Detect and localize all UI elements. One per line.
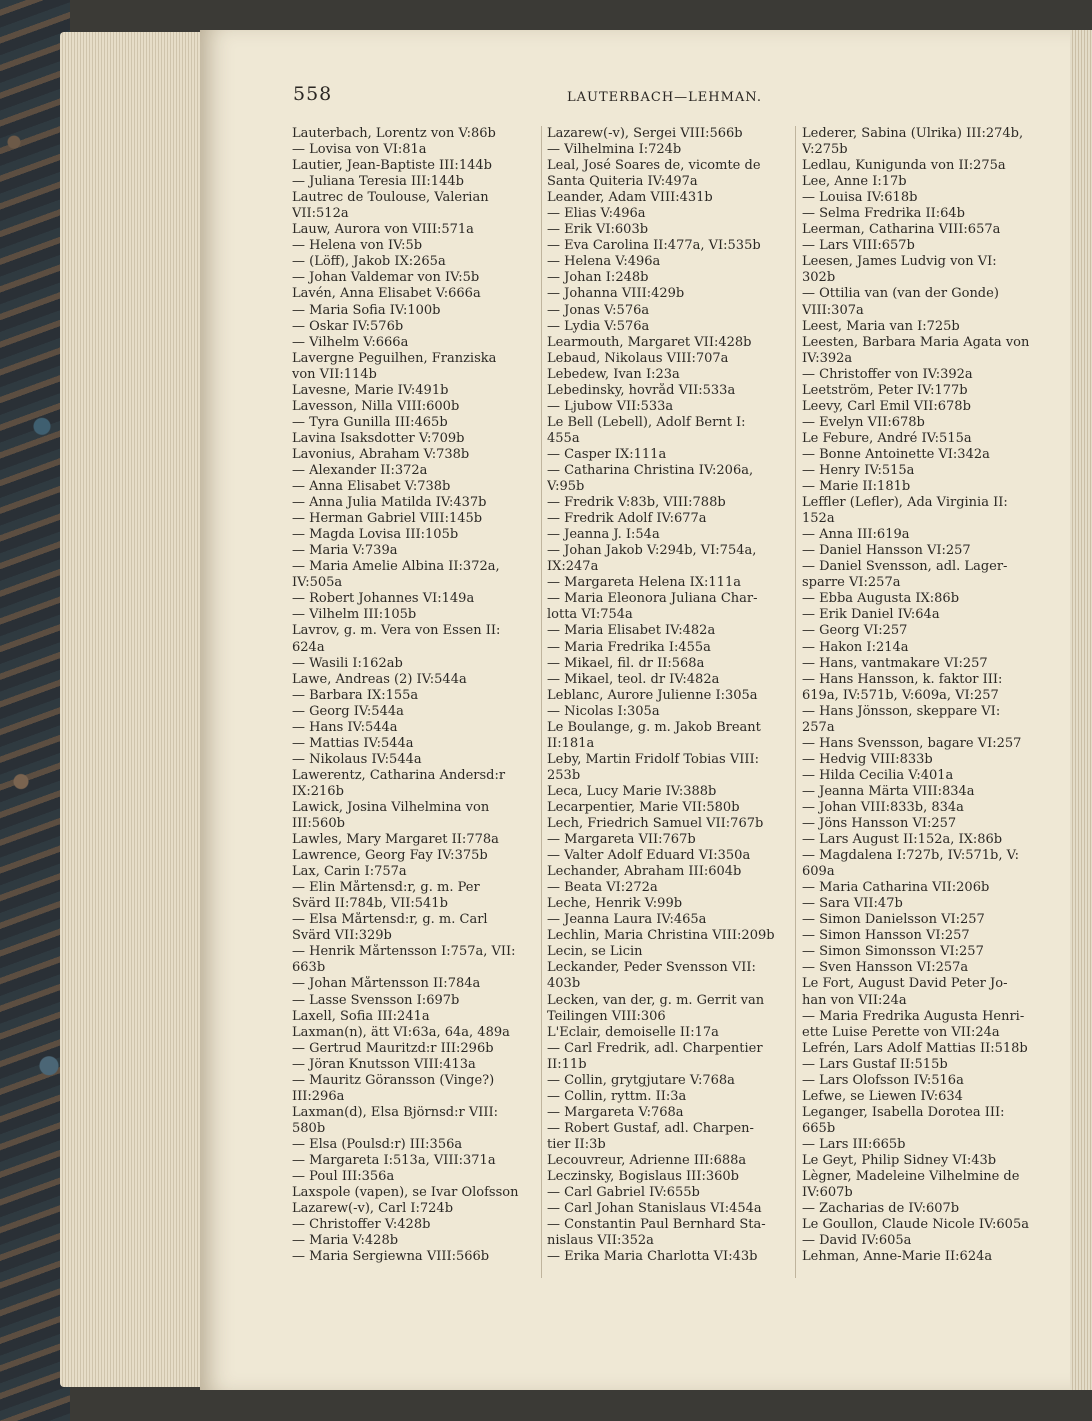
index-entry: ette Luise Perette von VII:24a <box>802 1024 1000 1040</box>
index-entry: Le Boulange, g. m. Jakob Breant <box>547 719 761 735</box>
index-entry: Lehman, Anne-Marie II:624a <box>802 1249 993 1265</box>
index-entry: II:11b <box>547 1056 587 1072</box>
index-entry: — Hakon I:214a <box>802 639 909 655</box>
index-entry: — Christoffer V:428b <box>292 1217 431 1233</box>
index-entry: — Lars Gustaf II:515b <box>802 1056 948 1072</box>
index-entry: Le Bell (Lebell), Adolf Bernt I: <box>547 414 746 430</box>
index-entry: 455a <box>547 430 580 446</box>
index-entry: Lax, Carin I:757a <box>292 864 407 880</box>
index-entry: Lech, Friedrich Samuel VII:767b <box>547 816 764 832</box>
index-entry: — Erik VI:603b <box>547 222 649 238</box>
index-entry: Lederer, Sabina (Ulrika) III:274b, <box>802 126 1024 141</box>
index-entry: Leevy, Carl Emil VII:678b <box>802 398 971 414</box>
index-entry: — Lars Olofsson IV:516a <box>802 1072 964 1088</box>
index-entry: — Simon Hansson VI:257 <box>802 928 970 944</box>
index-entry: — Mattias IV:544a <box>292 735 414 751</box>
index-entry: Svärd VII:329b <box>292 928 392 944</box>
index-entry: — Christoffer von IV:392a <box>802 366 973 382</box>
index-entry: — Carl Gabriel IV:655b <box>547 1185 700 1201</box>
index-entry: Lechander, Abraham III:604b <box>547 864 742 880</box>
index-entry: II:181a <box>547 735 595 751</box>
index-entry: — Lovisa von VI:81a <box>292 142 427 158</box>
index-entry: — Jöran Knutsson VIII:413a <box>292 1056 476 1072</box>
index-entry: — Robert Gustaf, adl. Charpen- <box>547 1120 754 1136</box>
index-entry: Leesten, Barbara Maria Agata von <box>802 334 1030 350</box>
index-entry: Lavergne Peguilhen, Franziska <box>292 350 497 366</box>
index-entry: — Herman Gabriel VIII:145b <box>292 511 483 527</box>
index-entry: Leczinsky, Bogislaus III:360b <box>547 1169 739 1185</box>
index-entry: Lauw, Aurora von VIII:571a <box>292 222 474 238</box>
index-entry: Lawles, Mary Margaret II:778a <box>292 832 499 848</box>
index-entry: Leffler (Lefler), Ada Virginia II: <box>802 495 1008 511</box>
index-entry: — Anna Julia Matilda IV:437b <box>292 495 487 511</box>
index-entry: Lavén, Anna Elisabet V:666a <box>292 286 481 302</box>
index-entry: — Evelyn VII:678b <box>802 414 925 430</box>
index-entry: — Simon Danielsson VI:257 <box>802 912 985 928</box>
index-entry: 403b <box>547 976 581 992</box>
index-entry: — Johan Valdemar von IV:5b <box>292 270 480 286</box>
index-entry: — Ottilia van (van der Gonde) <box>802 286 999 302</box>
index-entry: — Collin, grytgjutare V:768a <box>547 1072 735 1088</box>
index-entry: — Fredrik Adolf IV:677a <box>547 511 707 527</box>
index-entry: Lawrence, Georg Fay IV:375b <box>292 848 488 864</box>
index-entry: — Maria Sofia IV:100b <box>292 302 441 318</box>
running-head: LAUTERBACH—LEHMAN. <box>567 90 762 105</box>
column-divider <box>541 126 542 1278</box>
index-entry: — Poul III:356a <box>292 1169 395 1185</box>
index-entry: — Collin, ryttm. II:3a <box>547 1088 687 1104</box>
index-entry: — Margareta Helena IX:111a <box>547 575 741 591</box>
index-entry: — Hans IV:544a <box>292 719 398 735</box>
index-entry: Lefwe, se Liewen IV:634 <box>802 1088 963 1104</box>
index-entry: — Sven Hansson VI:257a <box>802 960 969 976</box>
index-entry: — Jöns Hansson VI:257 <box>802 816 957 832</box>
index-entry: — Elin Mårtensd:r, g. m. Per <box>292 880 480 896</box>
index-entry: IV:392a <box>802 350 853 366</box>
index-entry: — Wasili I:162ab <box>292 655 403 671</box>
index-entry: — Maria Amelie Albina II:372a, <box>292 559 500 575</box>
index-entry: VII:512a <box>292 206 349 222</box>
index-entry: L'Eclair, demoiselle II:17a <box>547 1024 719 1040</box>
index-entry: — Maria Sergiewna VIII:566b <box>292 1249 490 1265</box>
index-entry: — Zacharias de IV:607b <box>802 1201 960 1217</box>
index-entry: Santa Quiteria IV:497a <box>547 174 698 190</box>
page-number: 558 <box>293 83 333 105</box>
index-entry: Lazarew(-v), Sergei VIII:566b <box>547 126 743 141</box>
index-entry: — Johanna VIII:429b <box>547 286 685 302</box>
index-entry: — Carl Fredrik, adl. Charpentier <box>547 1040 763 1056</box>
index-entry: IX:216b <box>292 783 344 799</box>
index-entry: 665b <box>802 1120 836 1136</box>
index-entry: IV:607b <box>802 1185 853 1201</box>
index-entry: — Marie II:181b <box>802 479 911 495</box>
index-entry: Leckander, Peder Svensson VII: <box>547 960 756 976</box>
index-entry: Lawerentz, Catharina Andersd:r <box>292 767 506 783</box>
index-entry: — Maria V:428b <box>292 1233 399 1249</box>
index-column-2 <box>547 126 793 1265</box>
index-entry: — Simon Simonsson VI:257 <box>802 944 984 960</box>
index-entry: Le Fort, August David Peter Jo- <box>802 976 1008 992</box>
index-entry: — Johan Mårtensson II:784a <box>292 976 481 992</box>
index-entry: — Mikael, teol. dr IV:482a <box>547 671 720 687</box>
index-entry: 624a <box>292 639 325 655</box>
index-entry: — Constantin Paul Bernhard Sta- <box>547 1217 766 1233</box>
index-entry: — Lydia V:576a <box>547 318 650 334</box>
index-entry: — Maria Eleonora Juliana Char- <box>547 591 758 607</box>
index-entry: — Nikolaus IV:544a <box>292 751 422 767</box>
index-entry: Ledlau, Kunigunda von II:275a <box>802 158 1006 174</box>
index-entry: — Selma Fredrika II:64b <box>802 206 965 222</box>
index-entry: Svärd II:784b, VII:541b <box>292 896 448 912</box>
index-entry: — Magda Lovisa III:105b <box>292 527 459 543</box>
index-entry: — Barbara IX:155a <box>292 687 419 703</box>
index-entry: — Vilhelm V:666a <box>292 334 409 350</box>
index-entry: — Georg IV:544a <box>292 703 404 719</box>
index-entry: Leetström, Peter IV:177b <box>802 382 968 398</box>
index-entry: VIII:307a <box>802 302 864 318</box>
index-entry: — Jonas V:576a <box>547 302 650 318</box>
index-entry: Lavina Isaksdotter V:709b <box>292 430 465 446</box>
index-entry: — Robert Johannes VI:149a <box>292 591 475 607</box>
index-entry: Lavesson, Nilla VIII:600b <box>292 398 460 414</box>
index-entry: IV:505a <box>292 575 343 591</box>
index-entry: Leesen, James Ludvig von VI: <box>802 254 997 270</box>
index-entry: — Alexander II:372a <box>292 462 428 478</box>
index-entry: Laxspole (vapen), se Ivar Olofsson <box>292 1185 519 1201</box>
index-entry: — Lasse Svensson I:697b <box>292 992 460 1008</box>
index-column-3 <box>802 126 1034 1265</box>
index-entry: — Jeanna J. I:54a <box>547 527 660 543</box>
index-entry: sparre VI:257a <box>802 575 901 591</box>
index-entry: — Mauritz Göransson (Vinge?) <box>292 1072 495 1088</box>
page-stack-edge <box>60 32 210 1387</box>
index-entry: — Hilda Cecilia V:401a <box>802 767 954 783</box>
index-entry: Leche, Henrik V:99b <box>547 896 683 912</box>
index-entry: 580b <box>292 1120 326 1136</box>
index-entry: — Ljubow VII:533a <box>547 398 674 414</box>
index-entry: — Helena V:496a <box>547 254 661 270</box>
index-entry: tier II:3b <box>547 1136 606 1152</box>
index-entry: — Carl Johan Stanislaus VI:454a <box>547 1201 762 1217</box>
index-entry: Lavesne, Marie IV:491b <box>292 382 449 398</box>
index-entry: Leal, José Soares de, vicomte de <box>547 158 761 174</box>
index-entry: han von VII:24a <box>802 992 907 1008</box>
column-divider <box>795 126 796 1278</box>
index-entry: Leerman, Catharina VIII:657a <box>802 222 1001 238</box>
index-entry: Lecken, van der, g. m. Gerrit van <box>547 992 765 1008</box>
index-entry: — Johan VIII:833b, 834a <box>802 799 964 815</box>
index-entry: Lègner, Madeleine Vilhelmine de <box>802 1169 1020 1185</box>
index-entry: Lechlin, Maria Christina VIII:209b <box>547 928 775 944</box>
index-entry: Lawick, Josina Vilhelmina von <box>292 799 490 815</box>
index-entry: III:560b <box>292 816 345 832</box>
index-entry: — Anna Elisabet V:738b <box>292 479 451 495</box>
index-entry: — Vilhelmina I:724b <box>547 142 682 158</box>
index-entry: — Hans Jönsson, skeppare VI: <box>802 703 1001 719</box>
index-entry: V:275b <box>802 142 848 158</box>
index-entry: — Daniel Svensson, adl. Lager- <box>802 559 1008 575</box>
index-entry: Le Geyt, Philip Sidney VI:43b <box>802 1153 997 1168</box>
index-entry: Leganger, Isabella Dorotea III: <box>802 1104 1005 1120</box>
index-entry: Le Goullon, Claude Nicole IV:605a <box>802 1217 1029 1233</box>
index-entry: — Jeanna Märta VIII:834a <box>802 783 975 799</box>
index-entry: — Maria Fredrika Augusta Henri- <box>802 1008 1025 1024</box>
index-entry: Laxman(n), ätt VI:63a, 64a, 489a <box>292 1024 510 1040</box>
index-entry: Leest, Maria van I:725b <box>802 318 960 334</box>
index-entry: — Casper IX:111a <box>547 446 667 462</box>
index-entry: — Sara VII:47b <box>802 896 903 912</box>
index-entry: — Beata VI:272a <box>547 880 658 896</box>
index-entry: 253b <box>547 767 581 783</box>
index-entry: — Elsa Mårtensd:r, g. m. Carl <box>292 912 488 928</box>
index-entry: — Eva Carolina II:477a, VI:535b <box>547 238 761 254</box>
index-entry: Lecarpentier, Marie VII:580b <box>547 799 740 815</box>
index-entry: Lecin, se Licin <box>547 944 643 960</box>
index-entry: — Johan I:248b <box>547 270 649 286</box>
index-entry: 619a, IV:571b, V:609a, VI:257 <box>802 687 999 703</box>
index-entry: 152a <box>802 511 835 527</box>
index-entry: — Maria Fredrika I:455a <box>547 639 711 655</box>
index-entry: — Oskar IV:576b <box>292 318 404 334</box>
index-entry: — Henrik Mårtensson I:757a, VII: <box>292 944 516 960</box>
index-entry: — Valter Adolf Eduard VI:350a <box>547 848 751 864</box>
index-entry: Learmouth, Margaret VII:428b <box>547 334 752 350</box>
index-entry: 663b <box>292 960 326 976</box>
index-entry: Lazarew(-v), Carl I:724b <box>292 1201 454 1217</box>
index-entry: Lawe, Andreas (2) IV:544a <box>292 671 467 687</box>
index-entry: — Jeanna Laura IV:465a <box>547 912 707 928</box>
index-entry: Lauterbach, Lorentz von V:86b <box>292 126 496 141</box>
facing-page-edge <box>1070 30 1092 1390</box>
index-entry: — Bonne Antoinette VI:342a <box>802 446 990 462</box>
index-entry: — Helena von IV:5b <box>292 238 423 254</box>
index-entry: Lebedew, Ivan I:23a <box>547 366 680 382</box>
index-entry: Leca, Lucy Marie IV:388b <box>547 783 717 799</box>
index-entry: — Magdalena I:727b, IV:571b, V: <box>802 848 1020 864</box>
index-entry: Laxell, Sofia III:241a <box>292 1008 430 1024</box>
index-entry: Lautier, Jean-Baptiste III:144b <box>292 158 492 174</box>
index-entry: — David IV:605a <box>802 1233 912 1249</box>
index-entry: Lebedinsky, hovråd VII:533a <box>547 382 736 398</box>
index-entry: — Hedvig VIII:833b <box>802 751 933 767</box>
index-entry: Lefrén, Lars Adolf Mattias II:518b <box>802 1040 1028 1056</box>
index-entry: — Johan Jakob V:294b, VI:754a, <box>547 543 757 559</box>
index-entry: Lebaud, Nikolaus VIII:707a <box>547 350 729 366</box>
index-entry: Teilingen VIII:306 <box>547 1008 666 1024</box>
index-entry: V:95b <box>547 479 585 495</box>
index-entry: — Margareta I:513a, VIII:371a <box>292 1153 496 1168</box>
index-entry: Lavrov, g. m. Vera von Essen II: <box>292 623 501 639</box>
index-entry: 302b <box>802 270 836 286</box>
index-entry: III:296a <box>292 1088 345 1104</box>
index-entry: — Louisa IV:618b <box>802 190 918 206</box>
index-entry: nislaus VII:352a <box>547 1233 654 1249</box>
index-entry: — Lars VIII:657b <box>802 238 915 254</box>
index-entry: — Erik Daniel IV:64a <box>802 607 940 623</box>
index-entry: lotta VI:754a <box>547 607 633 623</box>
index-entry: Lee, Anne I:17b <box>802 174 907 190</box>
index-entry: — Elias V:496a <box>547 206 646 222</box>
index-entry: — Margareta V:768a <box>547 1104 684 1120</box>
index-entry: — Vilhelm III:105b <box>292 607 417 623</box>
index-entry: — Georg VI:257 <box>802 623 908 639</box>
index-entry: — Daniel Hansson VI:257 <box>802 543 971 559</box>
index-entry: — Catharina Christina IV:206a, <box>547 462 754 478</box>
index-entry: Lavonius, Abraham V:738b <box>292 446 470 462</box>
index-entry: — (Löff), Jakob IX:265a <box>292 254 446 270</box>
index-entry: Leander, Adam VIII:431b <box>547 190 713 206</box>
index-entry: Lecouvreur, Adrienne III:688a <box>547 1153 747 1168</box>
index-entry: — Gertrud Mauritzd:r III:296b <box>292 1040 494 1056</box>
index-entry: von VII:114b <box>292 366 377 382</box>
index-entry: — Hans, vantmakare VI:257 <box>802 655 988 671</box>
index-entry: Laxman(d), Elsa Björnsd:r VIII: <box>292 1104 498 1120</box>
index-entry: 609a <box>802 864 835 880</box>
index-entry: — Erika Maria Charlotta VI:43b <box>547 1249 758 1265</box>
index-entry: — Anna III:619a <box>802 527 910 543</box>
index-entry: — Mikael, fil. dr II:568a <box>547 655 705 671</box>
index-entry: — Lars August II:152a, IX:86b <box>802 832 1003 848</box>
index-entry: — Nicolas I:305a <box>547 703 660 719</box>
index-entry: Leblanc, Aurore Julienne I:305a <box>547 687 758 703</box>
index-entry: IX:247a <box>547 559 599 575</box>
index-entry: Lautrec de Toulouse, Valerian <box>292 190 489 206</box>
index-entry: — Maria V:739a <box>292 543 398 559</box>
index-entry: — Henry IV:515a <box>802 462 915 478</box>
index-entry: — Hans Hansson, k. faktor III: <box>802 671 1003 687</box>
index-entry: 257a <box>802 719 835 735</box>
index-entry: — Ebba Augusta IX:86b <box>802 591 960 607</box>
index-entry: — Hans Svensson, bagare VI:257 <box>802 735 1022 751</box>
index-entry: — Margareta VII:767b <box>547 832 696 848</box>
index-column-1 <box>292 126 538 1265</box>
index-entry: — Lars III:665b <box>802 1136 906 1152</box>
index-entry: — Elsa (Poulsd:r) III:356a <box>292 1136 463 1152</box>
index-entry: — Tyra Gunilla III:465b <box>292 414 448 430</box>
index-entry: — Maria Catharina VII:206b <box>802 880 990 896</box>
index-entry: — Fredrik V:83b, VIII:788b <box>547 495 726 511</box>
index-entry: Le Febure, André IV:515a <box>802 430 972 446</box>
index-entry: Leby, Martin Fridolf Tobias VIII: <box>547 751 760 767</box>
index-entry: — Juliana Teresia III:144b <box>292 174 464 190</box>
index-entry: — Maria Elisabet IV:482a <box>547 623 716 639</box>
